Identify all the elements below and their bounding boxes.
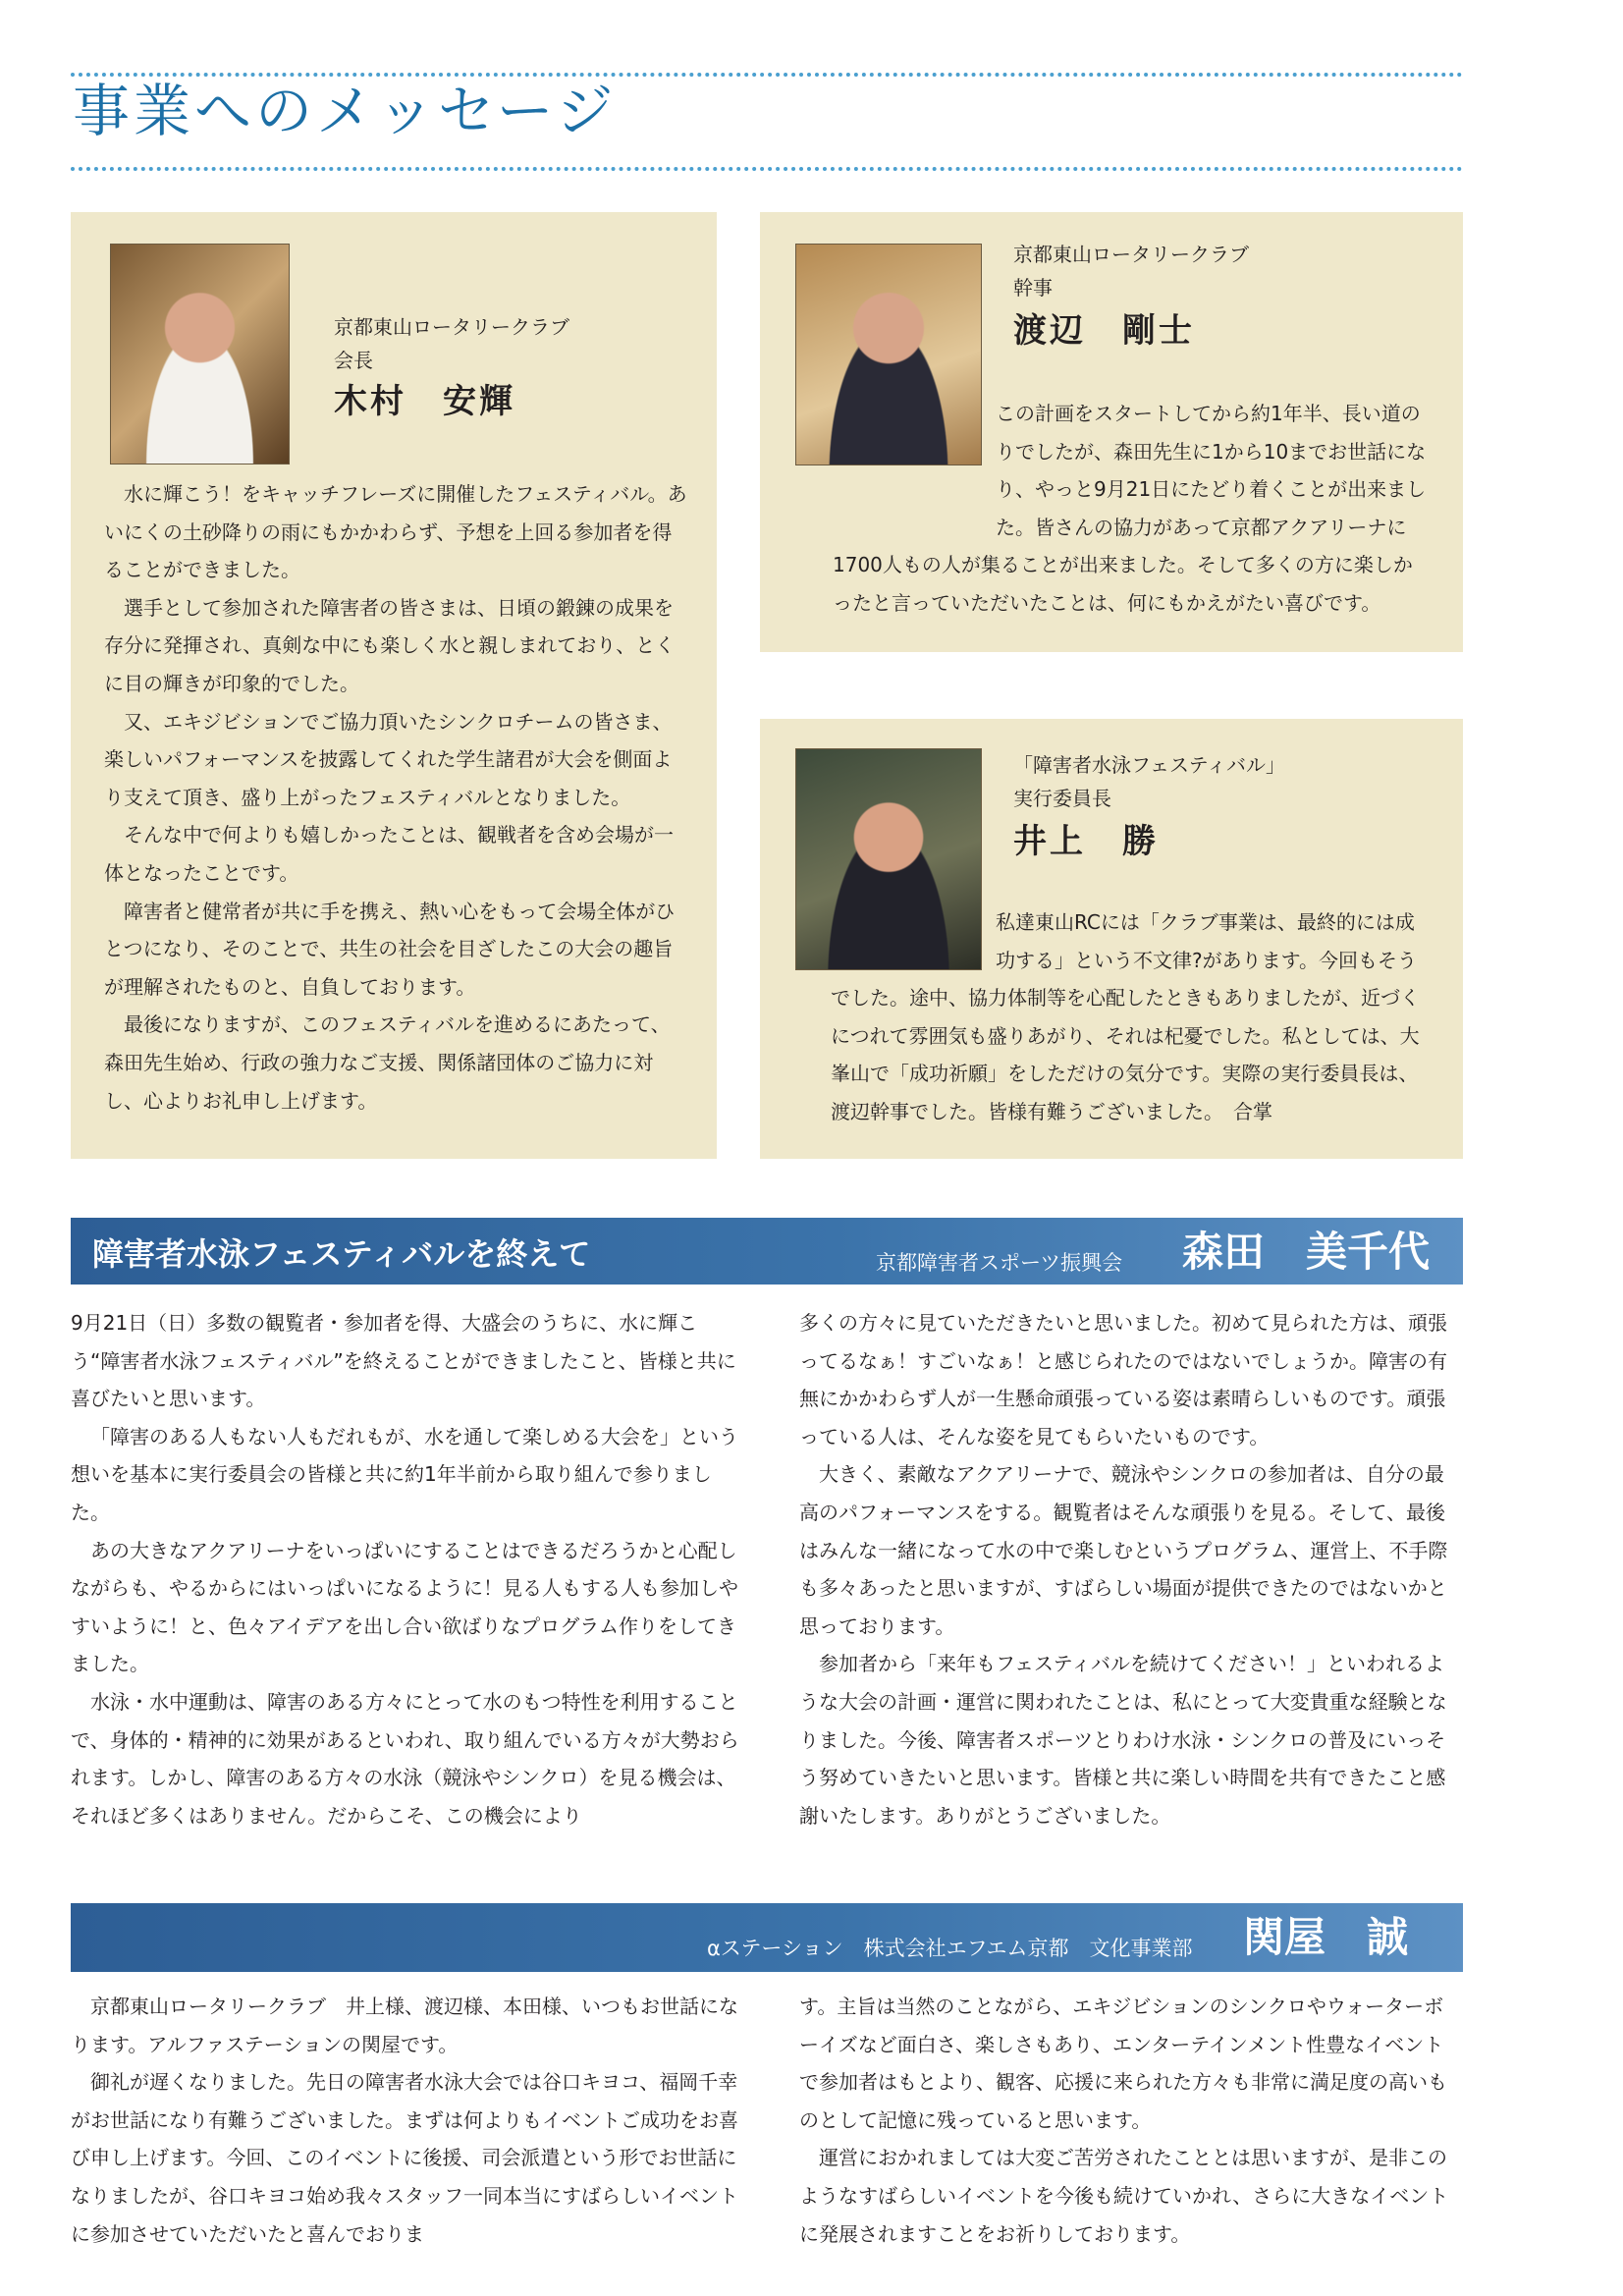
- message-paragraph: この計画をスタートしてから約1年半、長い道のりでしたが、森田先生に1から10までお世話になり、やっと9月21日にたどり着くことが出来ました。皆さんの協力があって京都アクアリーナに1700人もの人が集ることが出来ました。そして多くの方に楽しかったと言っていただいたことは、何にもかえがたい喜びです。: [833, 402, 1427, 615]
- article-paragraph: 御礼が遅くなりました。先日の障害者水泳大会では谷口キヨコ、福岡千幸がお世話になり有難うございました。まずは何よりもイベントご成功をお喜び申し上げます。今回、このイベントに後援、司会派遣という形でお世話になりましたが、谷口キヨコ始め我々スタッフ一同本当にすばらしいイベントに参加させていただいたと喜んでおりま: [71, 2070, 738, 2246]
- section-banner-morita: [71, 1218, 1463, 1285]
- photo-text-wrap-spacer: [795, 903, 996, 970]
- article-paragraph: 大きく、素敵なアクアリーナで、競泳やシンクロの参加者は、自分の最高のパフォーマンスをする。観覧者はそんな頑張りを見る。そして、最後はみんな一緒になって水の中で楽しむというプログラム、運営上、不手際も多々あったと思いますが、すばらしい場面が提供できたのではないかと思っております。: [799, 1462, 1448, 1638]
- article-paragraph: あの大きなアクアリーナをいっぱいにすることはできるだろうかと心配しながらも、やるからにはいっぱいになるように！見る人もする人も参加しやすいように！と、色々アイデアを出し合い欲ばりなプログラム作りをしてきました。: [71, 1538, 738, 1676]
- message-card-committee-chair: [760, 719, 1463, 1159]
- card-org: 京都東山ロータリークラブ: [334, 315, 569, 339]
- page-title: 事業へのメッセージ: [73, 78, 618, 144]
- article-paragraph: 運営におかれましては大変ご苦労されたこととは思いますが、是非このようなすばらしいイベントを今後も続けていかれ、さらに大きなイベントに発展されますことをお祈りしております。: [799, 2146, 1449, 2246]
- article-paragraph: 「障害のある人もない人もだれもが、水を通して楽しめる大会を」という想いを基本に実行委員会の皆様と共に約1年半前から取り組んで参りました。: [71, 1424, 738, 1524]
- card-message-body: [104, 475, 687, 1120]
- author-org: αステーション 株式会社エフエム京都 文化事業部: [707, 1937, 1193, 1960]
- message-paragraph: 水に輝こう！をキャッチフレーズに開催したフェスティバル。あいにくの土砂降りの雨にもかかわらず、予想を上回る参加者を得ることができました。: [104, 482, 687, 582]
- author-name: 関屋 誠: [1243, 1913, 1409, 1961]
- title-dotted-rule-top: [71, 73, 1463, 77]
- article-column-right: [799, 1304, 1463, 1834]
- section-title: 障害者水泳フェスティバルを終えて: [92, 1235, 591, 1273]
- section-banner-sekiya: [71, 1903, 1463, 1972]
- article-paragraph: 水泳・水中運動は、障害のある方々にとって水のもつ特性を利用することで、身体的・精神的に効果があるといわれ、取り組んでいる方々が大勢おられます。しかし、障害のある方々の水泳（競泳やシンクロ）を見る機会は、それほど多くはありません。だからこそ、この機会により: [71, 1689, 739, 1828]
- card-org: 京都東山ロータリークラブ: [1013, 243, 1249, 266]
- photo-text-wrap-spacer: [795, 395, 996, 511]
- card-org: 「障害者水泳フェスティバル」: [1013, 753, 1285, 777]
- card-message-body: [795, 395, 1430, 623]
- card-person-name: 渡辺 剛士: [1013, 311, 1195, 351]
- article-column-left: [71, 1304, 746, 1834]
- card-role: 会長: [334, 349, 373, 372]
- card-role: 幹事: [1013, 276, 1053, 300]
- message-paragraph: 障害者と健常者が共に手を携え、熱い心をもって会場全体がひとつになり、そのことで、共生の社会を目ざしたこの大会の趣旨が理解されたものと、自負しております。: [104, 899, 676, 999]
- message-paragraph: 最後になりますが、このフェスティバルを進めるにあたって、森田先生始め、行政の強力なご支援、関係諸団体のご協力に対し、心よりお礼申し上げます。: [104, 1012, 671, 1113]
- article-column-left: [71, 1988, 746, 2253]
- article-paragraph: 9月21日（日）多数の観覧者・参加者を得、大盛会のうちに、水に輝こう“障害者水泳フェスティバル”を終えることができましたこと、皆様と共に喜びたいと思います。: [71, 1311, 736, 1411]
- title-dotted-rule-bottom: [71, 167, 1463, 171]
- article-paragraph: 多くの方々に見ていただきたいと思いました。初めて見られた方は、頑張ってるなぁ！すごいなぁ！と感じられたのではないでしょうか。障害の有無にかかわらず人が一生懸命頑張っている姿は素晴らしいものです。頑張っている人は、そんな姿を見てもらいたいものです。: [799, 1311, 1447, 1449]
- message-card-president: [71, 212, 717, 1159]
- author-org: 京都障害者スポーツ振興会: [876, 1251, 1123, 1275]
- article-paragraph: す。主旨は当然のことながら、エキジビションのシンクロやウォーターボーイズなど面白さ、楽しさもあり、エンターテインメント性豊なイベントで参加者はもとより、観客、応援に来られた方々も非常に満足度の高いものとして記憶に残っていると思います。: [799, 1995, 1447, 2132]
- portrait-photo-president: [110, 244, 290, 465]
- card-person-name: 木村 安輝: [334, 382, 515, 421]
- message-card-secretary: [760, 212, 1463, 652]
- article-column-right: [799, 1988, 1463, 2253]
- article-paragraph: 参加者から「来年もフェスティバルを続けてください！」といわれるような大会の計画・運営に関われたことは、私にとって大変貴重な経験となりました。今後、障害者スポーツとりわけ水泳・シンクロの普及にいっそう努めていきたいと思います。皆様と共に楽しい時間を共有できたこと感謝いたします。ありがとうございました。: [799, 1652, 1447, 1828]
- message-paragraph: 又、エキジビションでご協力頂いたシンクロチームの皆さま、楽しいパフォーマンスを披露してくれた学生諸君が大会を側面より支えて頂き、盛り上がったフェスティバルとなりました。: [104, 709, 673, 809]
- card-person-name: 井上 勝: [1013, 822, 1159, 861]
- card-role: 実行委員長: [1013, 787, 1111, 810]
- author-name: 森田 美千代: [1182, 1228, 1431, 1276]
- message-paragraph: 選手として参加された障害者の皆さまは、日頃の鍛錬の成果を存分に発揮され、真剣な中にも楽しく水と親しまれており、とくに目の輝きが印象的でした。: [104, 595, 676, 695]
- article-paragraph: 京都東山ロータリークラブ 井上様、渡辺様、本田様、いつもお世話になります。アルファステーションの関屋です。: [71, 1995, 738, 2056]
- card-message-body: [795, 903, 1430, 1131]
- message-paragraph: そんな中で何よりも嬉しかったことは、観戦者を含め会場が一体となったことです。: [104, 823, 674, 885]
- message-paragraph: 私達東山RCには「クラブ事業は、最終的には成功する」という不文律?があります。今回もそうでした。途中、協力体制等を心配したときもありましたが、近づくにつれて雰囲気も盛りあがり、それは杞憂でした。私としては、大峯山で「成功祈願」をしただけの気分です。実際の実行委員長は、渡辺幹事でした。皆様有難うございました。 合掌: [831, 910, 1420, 1123]
